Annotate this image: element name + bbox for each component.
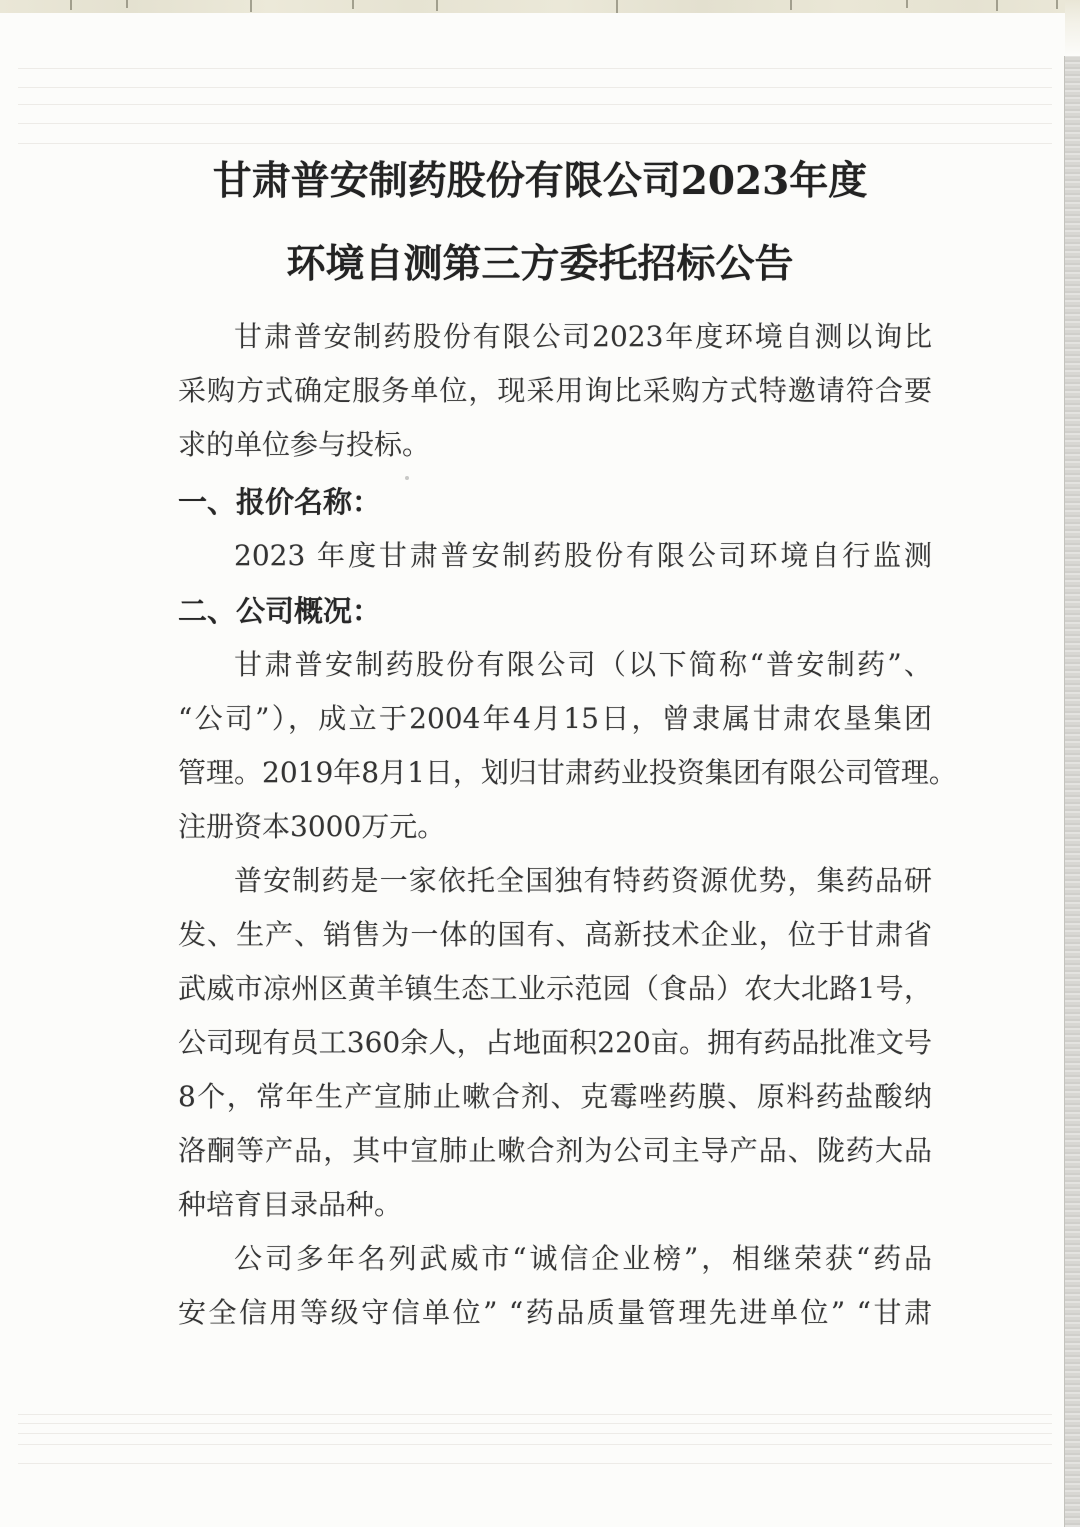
scan-edge-mark <box>126 0 128 8</box>
paragraph-line: 洛酮等产品，其中宣肺止嗽合剂为公司主导产品、陇药大品 <box>178 1134 932 1167</box>
scan-edge-mark <box>352 0 354 9</box>
company-history-paragraph <box>178 638 957 854</box>
paragraph-line: 采购方式确定服务单位，现采用询比采购方式特邀请符合要 <box>178 374 932 407</box>
scanner-top-edge <box>0 0 1080 13</box>
intro-paragraph <box>178 310 932 472</box>
scan-artifact-line <box>18 1433 1052 1434</box>
scanner-corner-shade <box>1065 0 1080 56</box>
scan-edge-mark <box>1056 0 1058 9</box>
doc-title-line-1: 甘肃普安制药股份有限公司2023年度 <box>212 158 868 204</box>
paragraph-line: 求的单位参与投标。 <box>178 428 431 461</box>
paragraph-line: 甘肃普安制药股份有限公司2023年度环境自测以询比 <box>234 320 932 353</box>
scan-edge-mark <box>906 0 908 8</box>
scan-edge-mark <box>996 0 998 11</box>
scan-artifact-line <box>18 1414 1052 1415</box>
scan-artifact-line <box>18 1444 1052 1445</box>
company-profile-paragraph <box>178 854 932 1232</box>
scan-edge-mark <box>436 0 438 11</box>
paragraph-line: 普安制药是一家依托全国独有特药资源优势，集药品研 <box>234 864 932 897</box>
scan-edge-mark <box>616 0 618 13</box>
paragraph-line: “公司”），成立于2004年4月15日，曾隶属甘肃农垦集团 <box>178 702 932 735</box>
paragraph-line: 8个，常年生产宣肺止嗽合剂、克霉唑药膜、原料药盐酸纳 <box>178 1080 932 1113</box>
scan-edge-mark <box>790 0 792 10</box>
paragraph-line: 发、生产、销售为一体的国有、高新技术企业，位于甘肃省 <box>178 918 932 951</box>
paragraph-line: 公司多年名列武威市“诚信企业榜”，相继荣获“药品 <box>234 1242 932 1275</box>
doc-body <box>178 310 957 1340</box>
paragraph-line: 注册资本3000万元。 <box>178 810 446 843</box>
scan-artifact-line <box>18 1423 1052 1424</box>
paragraph-line: 公司现有员工360余人，占地面积220亩。拥有药品批准文号 <box>178 1026 932 1059</box>
scan-artifact-line <box>18 123 1052 124</box>
section-1-heading: 一、报价名称： <box>178 485 382 519</box>
scan-artifact-line <box>18 143 1052 144</box>
scan-artifact-line <box>18 68 1052 69</box>
scan-edge-mark <box>250 0 252 12</box>
paragraph-line: 管理。2019年8月1日，划归甘肃药业投资集团有限公司管理。 <box>178 756 957 789</box>
section-1-content: 2023 年度甘肃普安制药股份有限公司环境自行监测 <box>234 539 932 572</box>
scan-artifact-line <box>18 104 1052 105</box>
company-honors-paragraph <box>178 1232 932 1340</box>
scan-artifact-line <box>18 87 1052 88</box>
paragraph-line: 武威市凉州区黄羊镇生态工业示范园（食品）农大北路1号， <box>178 972 932 1005</box>
section-2-heading: 二、公司概况： <box>178 594 382 628</box>
paragraph-line: 甘肃普安制药股份有限公司（以下简称“普安制药”、 <box>234 648 932 681</box>
scan-edge-mark <box>70 0 72 10</box>
paragraph-line: 种培育目录品种。 <box>178 1188 403 1221</box>
doc-title-line-2: 环境自测第三方委托招标公告 <box>286 241 794 287</box>
paragraph-line: 安全信用等级守信单位” “药品质量管理先进单位” “甘肃 <box>178 1296 932 1329</box>
scan-artifact-line <box>18 1463 1052 1464</box>
